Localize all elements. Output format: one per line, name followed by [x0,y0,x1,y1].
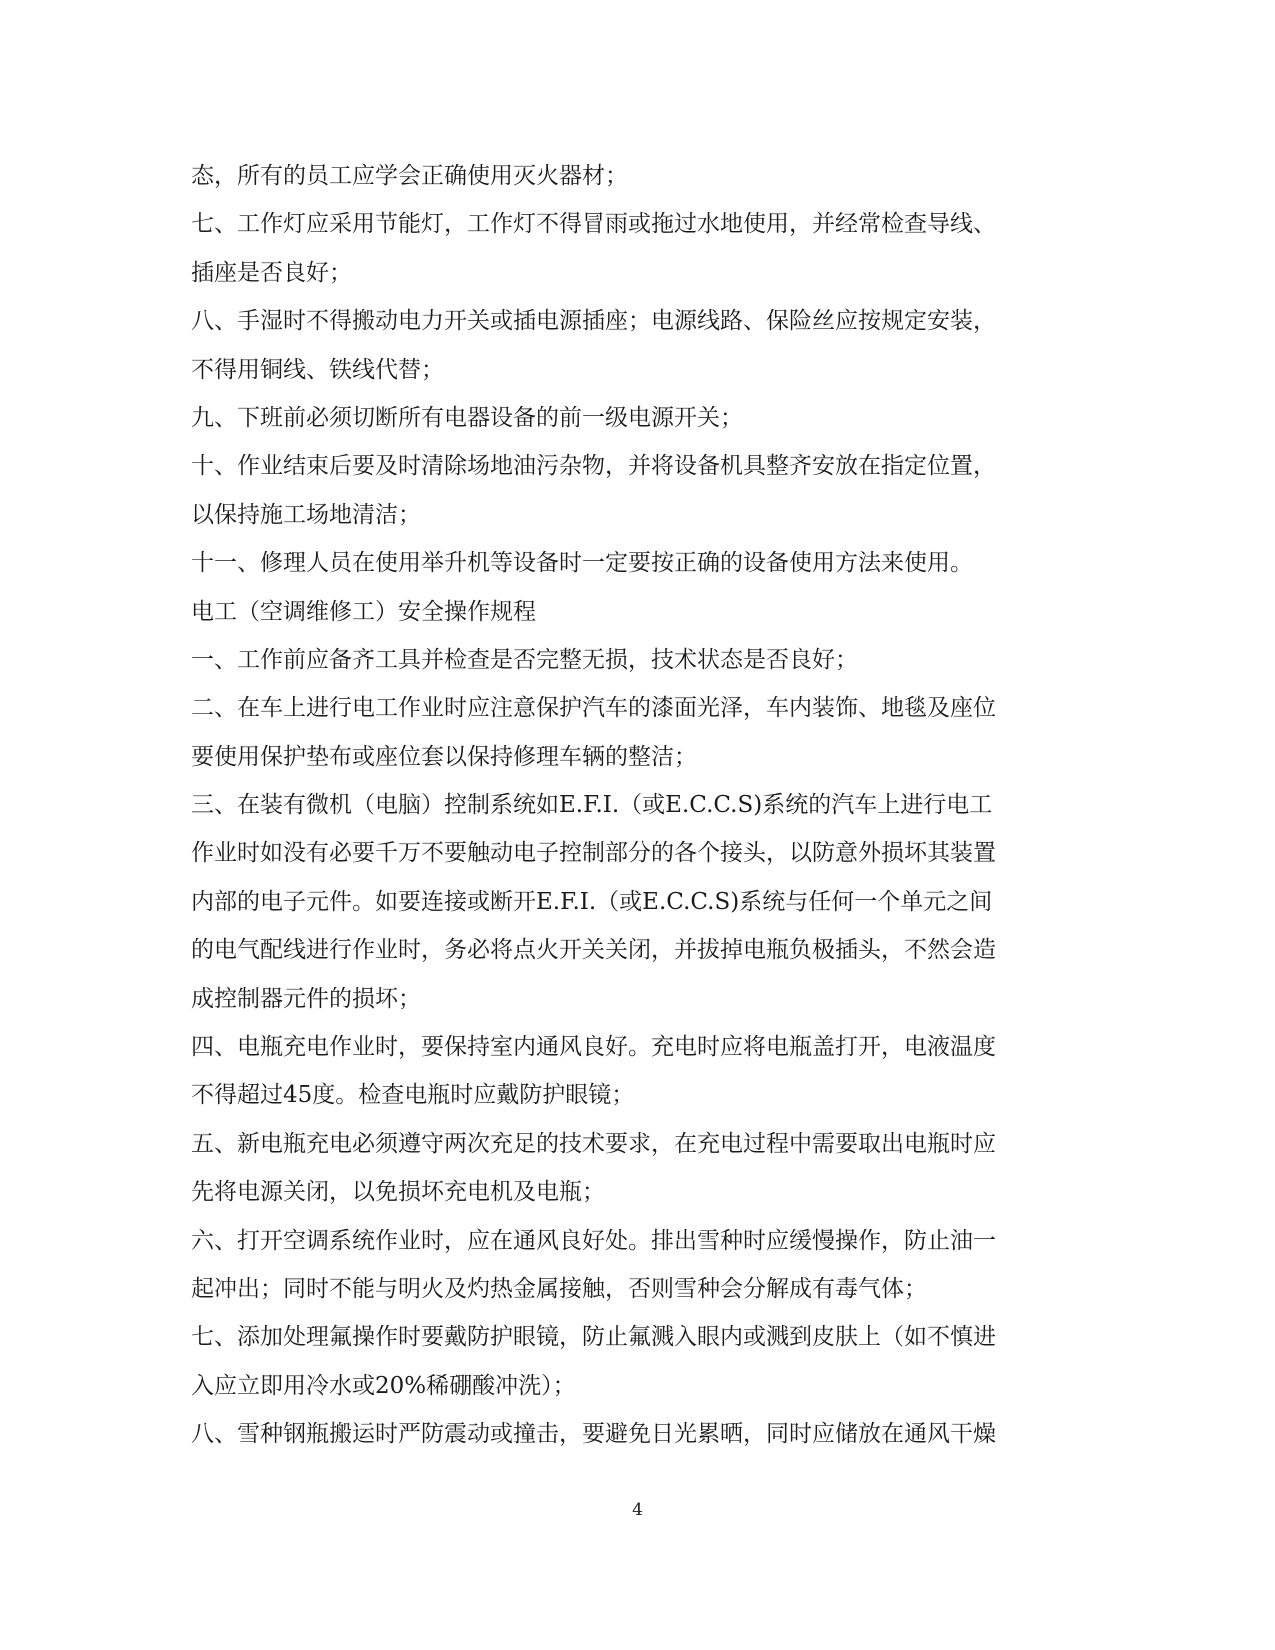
text-line: 插座是否良好； [191,259,352,286]
text-line: 的电气配线进行作业时，务必将点火开关关闭，并拔掉电瓶负极插头，不然会造 [191,937,996,964]
text-line: 七、工作灯应采用节能灯，工作灯不得冒雨或拖过水地使用，并经常检查导线、 [191,211,996,238]
text-line: 不得用铜线、铁线代替； [191,356,444,383]
text-line: 九、下班前必须切断所有电器设备的前一级电源开关； [191,404,743,431]
text-line: 七、添加处理氟操作时要戴防护眼镜，防止氟溅入眼内或溅到皮肤上（如不慎进 [191,1324,996,1351]
text-line: 十一、修理人员在使用举升机等设备时一定要按正确的设备使用方法来使用。 [191,550,973,577]
text-line: 以保持施工场地清洁； [191,501,421,528]
page-number: 4 [632,1500,643,1520]
text-line: 入应立即用冷水或20%稀硼酸冲洗）； [191,1372,576,1399]
text-line: 八、雪种钢瓶搬运时严防震动或撞击，要避免日光累晒，同时应储放在通风干燥 [191,1421,996,1448]
text-line: 一、工作前应备齐工具并检查是否完整无损，技术状态是否良好； [191,646,858,673]
page-body [191,152,1071,1459]
text-line: 起冲出；同时不能与明火及灼热金属接触，否则雪种会分解成有毒气体； [191,1275,927,1302]
text-line: 十、作业结束后要及时清除场地油污杂物，并将设备机具整齐安放在指定位置， [191,453,996,480]
text-line: 五、新电瓶充电必须遵守两次充足的技术要求，在充电过程中需要取出电瓶时应 [191,1130,996,1157]
text-line: 不得超过45度。检查电瓶时应戴防护眼镜； [191,1082,635,1109]
text-line: 态，所有的员工应学会正确使用灭火器材； [191,163,628,189]
text-line: 先将电源关闭，以免损坏充电机及电瓶； [191,1179,605,1206]
text-line: 六、打开空调系统作业时，应在通风良好处。排出雪种时应缓慢操作，防止油一 [191,1227,996,1254]
text-line: 内部的电子元件。如要连接或断开E.F.I.（或E.C.C.S)系统与任何一个单元之间 [191,888,993,915]
text-line: 成控制器元件的损坏； [191,985,421,1012]
text-line: 四、电瓶充电作业时，要保持室内通风良好。充电时应将电瓶盖打开，电液温度 [191,1034,996,1061]
text-line: 要使用保护垫布或座位套以保持修理车辆的整洁； [191,743,697,770]
text-line: 作业时如没有必要千万不要触动电子控制部分的各个接头，以防意外损坏其装置 [191,840,996,867]
section-heading: 电工（空调维修工）安全操作规程 [191,598,536,625]
text-line: 三、在装有微机（电脑）控制系统如E.F.I.（或E.C.C.S)系统的汽车上进行电工 [191,792,993,819]
text-line: 二、在车上进行电工作业时应注意保护汽车的漆面光泽，车内装饰、地毯及座位 [191,695,996,722]
text-line: 八、手湿时不得搬动电力开关或插电源插座；电源线路、保险丝应按规定安装， [191,308,996,335]
